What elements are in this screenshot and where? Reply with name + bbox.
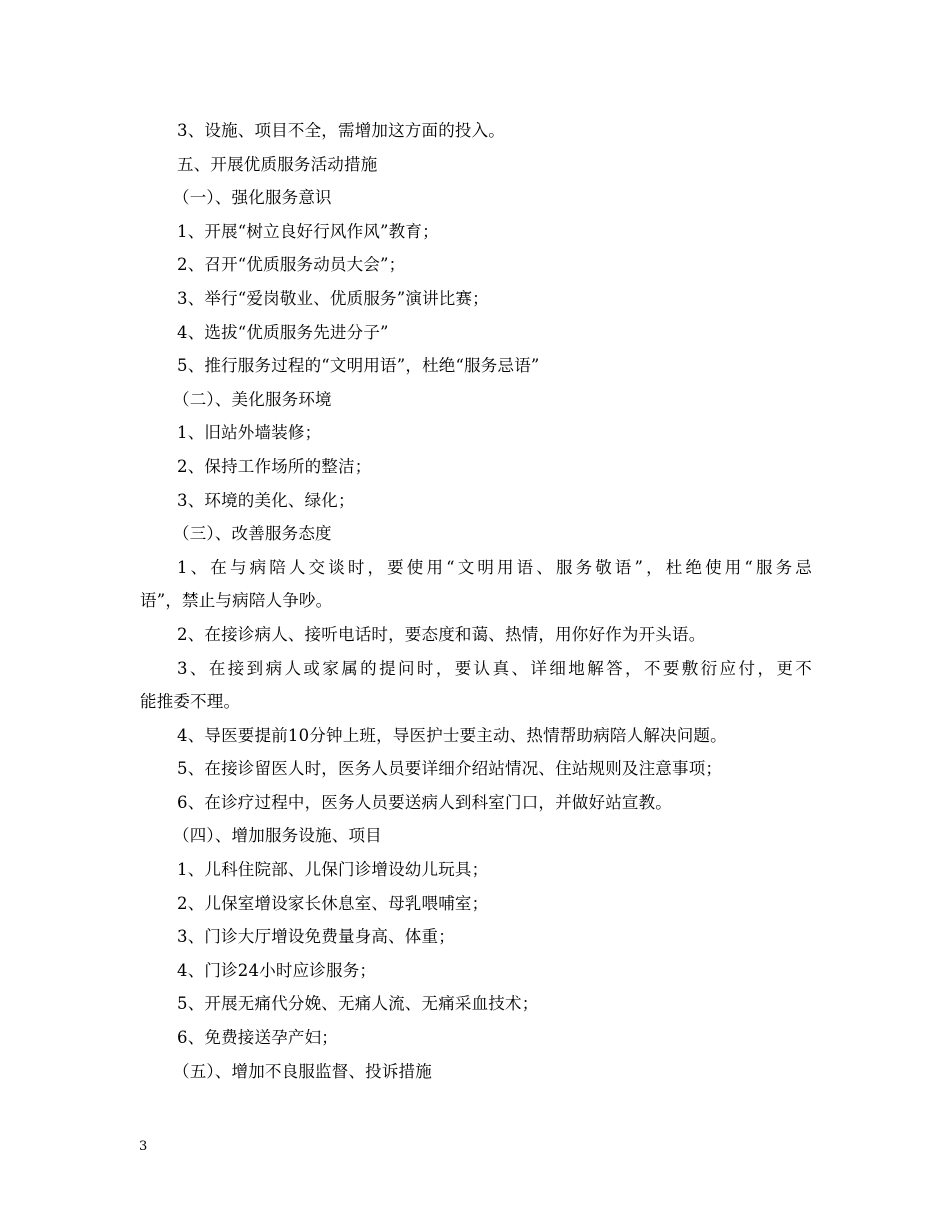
subsection-heading: （一）、强化服务意识 [173, 188, 332, 208]
paragraph-line: 3、设施、项目不全，需增加这方面的投入。 [177, 121, 505, 140]
list-item: 4、门诊24小时应诊服务； [177, 960, 377, 980]
list-item: 6、在诊疗过程中，医务人员要送病人到科室门口，并做好站宣教。 [177, 792, 672, 812]
list-item: 4、选拔“优质服务先进分子” [177, 322, 389, 342]
subsection-heading: （三）、改善服务态度 [173, 524, 332, 544]
list-item: 3、在接到病人或家属的提问时，要认真、详细地解答，不要敷衍应付，更不 [177, 658, 812, 678]
document-body [140, 114, 812, 1088]
list-item: 1、旧站外墙装修； [177, 423, 322, 443]
list-item: 3、门诊大厅增设免费量身高、体重； [177, 927, 455, 947]
subsection-heading: （二）、美化服务环境 [173, 389, 332, 409]
subsection-heading: （五）、增加不良服监督、投诉措施 [173, 1061, 432, 1081]
list-item: 3、举行“爱岗敬业、优质服务”演讲比赛； [177, 288, 489, 308]
list-item: 2、在接诊病人、接听电话时，要态度和蔼、热情，用你好作为开头语。 [177, 624, 706, 644]
list-item: 3、环境的美化、绿化； [177, 490, 355, 510]
list-item: 6、免费接送孕产妇； [177, 1028, 338, 1048]
list-item: 4、导医要提前10分钟上班，导医护士要主动、热情帮助病陪人解决问题。 [177, 725, 727, 745]
list-item: 2、儿保室增设家长休息室、母乳喂哺室； [177, 893, 489, 913]
list-item: 5、开展无痛代分娩、无痛人流、无痛采血技术； [177, 994, 539, 1014]
list-item: 5、推行服务过程的“文明用语”，杜绝“服务忌语” [177, 356, 540, 376]
section-heading: 五、开展优质服务活动措施 [177, 154, 378, 174]
list-item-continuation: 能推委不理。 [140, 692, 241, 712]
list-item-continuation: 语”，禁止与病陪人争吵。 [140, 591, 333, 611]
list-item: 5、在接诊留医人时，医务人员要详细介绍站情况、住站规则及注意事项； [177, 759, 723, 779]
subsection-heading: （四）、增加服务设施、项目 [173, 826, 382, 846]
list-item: 1、在与病陪人交谈时，要使用“文明用语、服务敬语”，杜绝使用“服务忌 [177, 557, 812, 577]
list-item: 1、开展“树立良好行风作风”教育； [177, 221, 439, 241]
list-item: 2、保持工作场所的整洁； [177, 456, 372, 476]
list-item: 1、儿科住院部、儿保门诊增设幼儿玩具； [177, 860, 489, 880]
page-number: 3 [139, 1139, 148, 1154]
list-item: 2、召开“优质服务动员大会”； [177, 255, 406, 275]
